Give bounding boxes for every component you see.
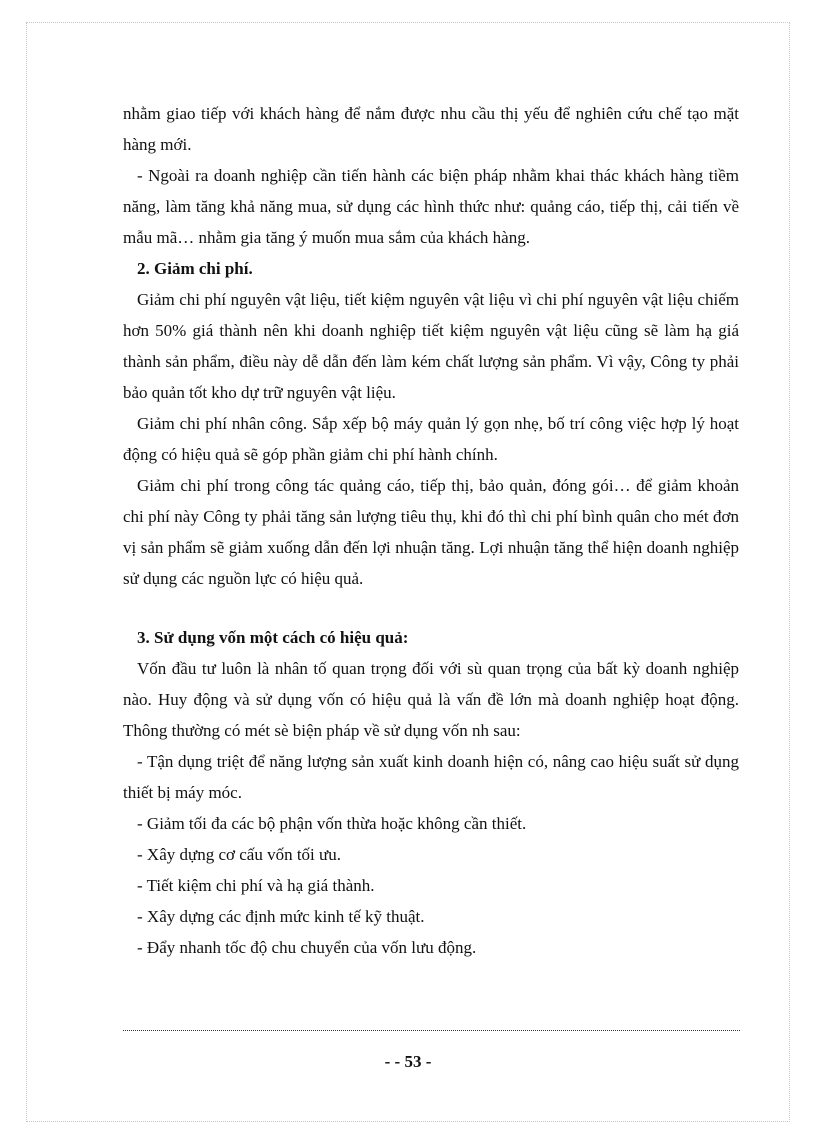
list-item: - Giảm tối đa các bộ phận vốn thừa hoặc không cần thiết.	[137, 814, 527, 833]
spacer	[123, 594, 739, 622]
list-item: - Tận dụng triệt để năng lượng sản xuất kinh doanh hiện có, nâng cao hiệu suất sử dụng thiết bị máy móc.	[123, 752, 739, 802]
paragraph: nhằm giao tiếp với khách hàng để nắm được nhu cầu thị yếu để nghiên cứu chế tạo mặt hàng mới.	[123, 104, 739, 154]
document-body	[123, 98, 739, 963]
section-heading: 2. Giảm chi phí.	[137, 259, 253, 278]
page-number: - - 53 -	[384, 1052, 432, 1071]
footer-divider	[123, 1030, 740, 1031]
paragraph: Vốn đầu tư luôn là nhân tố quan trọng đối với sù quan trọng của bất kỳ doanh nghiệp nào. Huy động và sử dụng vốn có hiệu quả là vấn đề lớn mà doanh nghiệp hoạt động. Thông thường có mét sè biện pháp về sử dụng vốn nh sau:	[123, 659, 739, 740]
list-item: - Xây dựng các định mức kinh tế kỹ thuật.	[137, 907, 425, 926]
list-item: - Đẩy nhanh tốc độ chu chuyển của vốn lưu động.	[137, 938, 477, 957]
section-heading: 3. Sử dụng vốn một cách có hiệu quả:	[137, 628, 409, 647]
paragraph: Giảm chi phí trong công tác quảng cáo, tiếp thị, bảo quản, đóng gói… để giảm khoản chi phí này Công ty phải tăng sản lượng tiêu thụ, khi đó thì chi phí bình quân cho mét đơn vị sản phẩm sẽ giảm xuống dẫn đến lợi nhuận tăng. Lợi nhuận tăng thể hiện doanh nghiệp sử dụng các nguồn lực có hiệu quả.	[123, 476, 739, 588]
paragraph: Giảm chi phí nguyên vật liệu, tiết kiệm nguyên vật liệu vì chi phí nguyên vật liệu chiếm hơn 50% giá thành nên khi doanh nghiệp tiết kiệm nguyên vật liệu cũng sẽ làm hạ giá thành sản phẩm, điều này dễ dẫn đến làm kém chất lượng sản phẩm. Vì vậy, Công ty phải bảo quản tốt kho dự trữ nguyên vật liệu.	[123, 290, 739, 402]
paragraph: - Ngoài ra doanh nghiệp cần tiến hành các biện pháp nhằm khai thác khách hàng tiềm năng, làm tăng khả năng mua, sử dụng các hình thức như: quảng cáo, tiếp thị, cải tiến về mẫu mã… nhằm gia tăng ý muốn mua sắm của khách hàng.	[123, 166, 739, 247]
list-item: - Xây dựng cơ cấu vốn tối ưu.	[137, 845, 341, 864]
list-item: - Tiết kiệm chi phí và hạ giá thành.	[137, 876, 375, 895]
paragraph: Giảm chi phí nhân công. Sắp xếp bộ máy quản lý gọn nhẹ, bố trí công việc hợp lý hoạt động có hiệu quả sẽ góp phần giảm chi phí hành chính.	[123, 414, 739, 464]
